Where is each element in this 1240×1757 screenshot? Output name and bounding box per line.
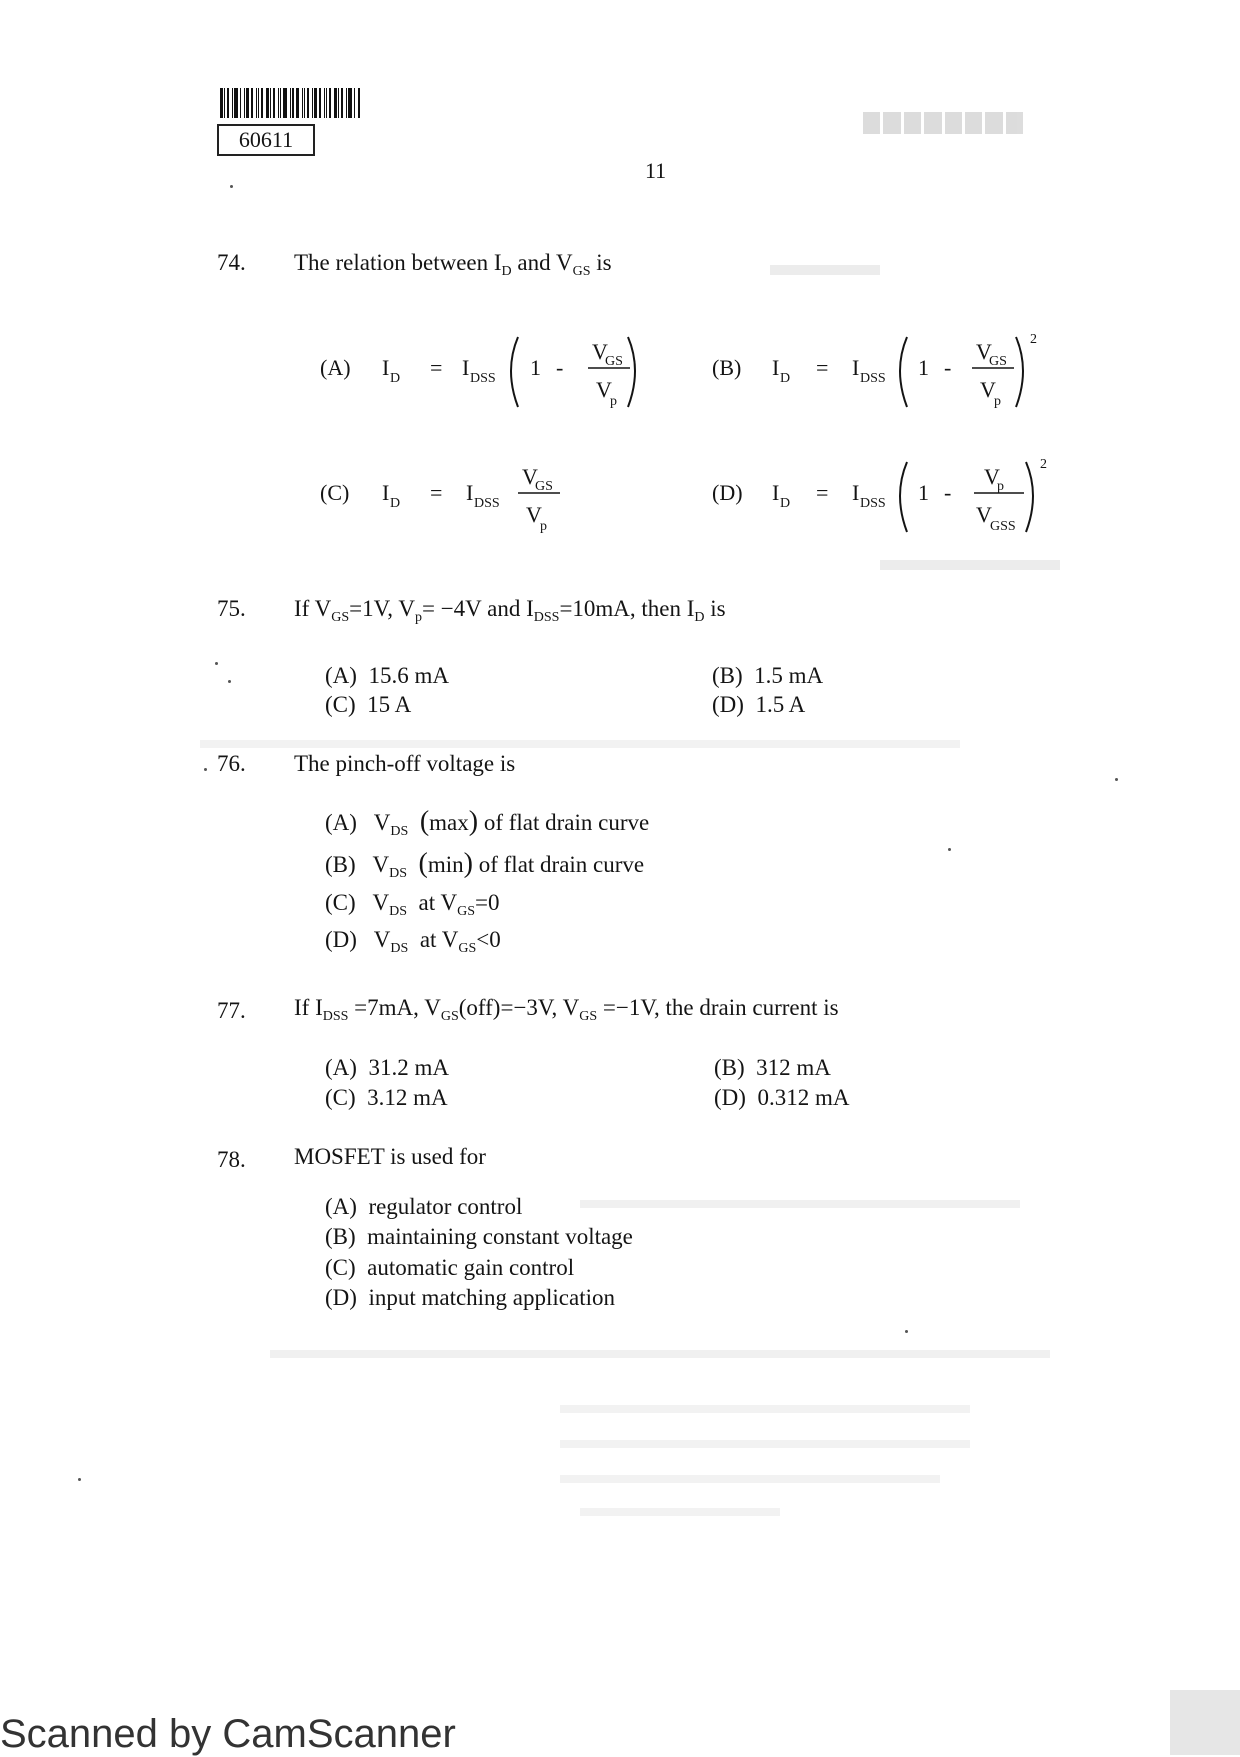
show-through-mark <box>560 1440 970 1448</box>
scan-speck <box>948 848 951 851</box>
svg-text:V: V <box>596 377 612 402</box>
question-75-option-a: (A) 15.6 mA <box>325 663 449 688</box>
svg-text:DSS: DSS <box>474 496 500 511</box>
svg-text:-: - <box>944 355 952 380</box>
question-74-option-a <box>320 325 640 425</box>
barcode-bar <box>346 88 347 118</box>
show-through-mark <box>880 560 1060 570</box>
svg-text:=: = <box>430 480 443 505</box>
question-76-option-c: (C) $V_{DS}$ at $V_{GS}=0$ <box>325 890 500 919</box>
svg-text:D: D <box>780 496 791 511</box>
svg-text:I: I <box>852 355 860 380</box>
barcode-bar <box>278 88 279 118</box>
svg-text:V: V <box>984 464 1000 489</box>
question-78-option-c: (C) automatic gain control <box>325 1255 575 1280</box>
scan-speck <box>78 1478 81 1481</box>
question-74-option-d <box>712 450 1052 550</box>
barcode-bar <box>292 88 294 118</box>
question-77-text: If $I_{DSS} =7mA$, $V_{GS}(off)=-3V$, $V_{GS} =-1V$, the drain current is <box>294 995 839 1024</box>
barcode-bar <box>232 88 233 118</box>
svg-text:I: I <box>772 355 780 380</box>
barcode-bar <box>266 88 269 118</box>
question-74-option-c <box>320 450 580 550</box>
svg-text:p: p <box>540 519 547 534</box>
barcode-bar <box>227 88 229 118</box>
barcode-bar <box>334 88 337 118</box>
barcode-bar <box>270 88 271 118</box>
svg-text:DSS: DSS <box>860 371 886 386</box>
question-74-text: The relation between $I_D$ and $V_{GS}$ is <box>294 250 612 279</box>
question-75-option-b: (B) 1.5 mA <box>712 663 824 688</box>
svg-text:V: V <box>976 339 992 364</box>
barcode <box>220 88 385 118</box>
svg-text:-: - <box>556 355 564 380</box>
svg-text:DSS: DSS <box>470 371 496 386</box>
barcode-bar <box>283 88 287 118</box>
barcode-bar <box>329 88 331 118</box>
barcode-bar <box>258 88 259 118</box>
question-78-option-a: (A) regulator control <box>325 1194 523 1219</box>
svg-text:I: I <box>462 355 470 380</box>
question-75-option-d: (D) 1.5 A <box>712 692 806 717</box>
show-through-mark <box>560 1405 970 1413</box>
barcode-bar <box>338 88 339 118</box>
svg-text:(C): (C) <box>320 480 350 505</box>
svg-text:V: V <box>526 502 542 527</box>
show-through-mark <box>770 265 880 275</box>
svg-text:p: p <box>994 394 1001 409</box>
svg-text:V: V <box>522 464 538 489</box>
barcode-bar <box>341 88 343 118</box>
question-77-option-d: (D) 0.312 mA <box>714 1085 850 1110</box>
show-through-mark <box>560 1475 940 1483</box>
barcode-bar <box>319 88 321 118</box>
barcode-bar <box>273 88 275 118</box>
scan-speck <box>228 680 231 683</box>
svg-text:DSS: DSS <box>860 496 886 511</box>
barcode-bar <box>324 88 325 118</box>
question-74-option-b <box>712 325 1042 425</box>
question-78-option-d: (D) input matching application <box>325 1285 615 1310</box>
svg-text:I: I <box>382 480 390 505</box>
svg-text:=: = <box>816 480 829 505</box>
svg-text:V: V <box>976 502 992 527</box>
svg-text:I: I <box>466 480 474 505</box>
paper-code: 60611 <box>217 124 315 156</box>
svg-text:I: I <box>772 480 780 505</box>
question-78-number: 78. <box>217 1147 246 1172</box>
barcode-bar <box>244 88 245 118</box>
question-76-option-d: (D) $V_{DS}$ at $V_{GS}<0$ <box>325 927 501 956</box>
barcode-bar <box>234 88 238 118</box>
svg-text:2: 2 <box>1040 457 1047 472</box>
svg-text:V: V <box>980 377 996 402</box>
svg-text:2: 2 <box>1030 332 1037 347</box>
svg-text:I: I <box>382 355 390 380</box>
svg-text:GS: GS <box>605 354 623 369</box>
question-75-number: 75. <box>217 596 246 621</box>
barcode-bar <box>354 88 355 118</box>
barcode-bar <box>240 88 241 118</box>
barcode-bar <box>251 88 253 118</box>
svg-text:1: 1 <box>530 355 541 380</box>
show-through-mark <box>200 740 960 748</box>
svg-text:1: 1 <box>918 480 929 505</box>
barcode-bar <box>220 88 223 118</box>
question-77-number: 77. <box>217 998 246 1023</box>
svg-text:I: I <box>852 480 860 505</box>
svg-text:D: D <box>390 371 401 386</box>
svg-text:(D): (D) <box>712 480 743 505</box>
barcode-bar <box>314 88 317 118</box>
barcode-bar <box>280 88 281 118</box>
barcode-bar <box>261 88 263 118</box>
barcode-bar <box>348 88 352 118</box>
scan-speck <box>230 185 233 188</box>
barcode-bar <box>304 88 305 118</box>
question-74-number: 74. <box>217 250 246 275</box>
svg-text:V: V <box>592 339 608 364</box>
question-76-option-b: (B) $V_{DS}$ (min) of flat drain curve <box>325 848 645 881</box>
svg-text:GS: GS <box>989 354 1007 369</box>
faded-stamp <box>863 112 1023 134</box>
scan-speck <box>905 1330 908 1333</box>
question-75-text: If $V_{GS}=1V$, $V_p= -4V$ and $I_{DSS}=10mA$, then $I_D$ is <box>294 596 726 625</box>
question-76-number: 76. <box>217 751 246 776</box>
svg-text:(B): (B) <box>712 355 742 380</box>
question-77-option-a: (A) 31.2 mA <box>325 1055 449 1080</box>
question-76-option-a: (A) $V_{DS}$ (max) of flat drain curve <box>325 806 650 839</box>
svg-text:p: p <box>610 394 617 409</box>
svg-text:D: D <box>780 371 791 386</box>
question-75-option-c: (C) 15 A <box>325 692 412 717</box>
barcode-bar <box>312 88 313 118</box>
svg-text:(A): (A) <box>320 355 351 380</box>
question-77-option-b: (B) 312 mA <box>714 1055 831 1080</box>
show-through-mark <box>580 1200 1020 1208</box>
svg-text:1: 1 <box>918 355 929 380</box>
barcode-bar <box>307 88 309 118</box>
show-through-mark <box>270 1350 1050 1358</box>
svg-text:D: D <box>390 496 401 511</box>
question-77-option-c: (C) 3.12 mA <box>325 1085 448 1110</box>
barcode-bar <box>296 88 299 118</box>
svg-text:=: = <box>430 355 443 380</box>
svg-text:GS: GS <box>535 479 553 494</box>
scan-corner-shadow <box>1170 1690 1240 1755</box>
svg-text:=: = <box>816 355 829 380</box>
scan-speck <box>215 662 218 665</box>
page-number: 11 <box>645 158 667 183</box>
barcode-bar <box>290 88 291 118</box>
question-76-text: The pinch-off voltage is <box>294 751 516 776</box>
show-through-mark <box>580 1508 780 1516</box>
question-78-option-b: (B) maintaining constant voltage <box>325 1224 633 1249</box>
scanner-watermark: Scanned by CamScanner <box>0 1712 456 1756</box>
barcode-bar <box>246 88 249 118</box>
scan-speck <box>204 768 207 771</box>
svg-text:-: - <box>944 480 952 505</box>
barcode-bar <box>326 88 327 118</box>
question-78-text: MOSFET is used for <box>294 1144 486 1169</box>
scan-speck <box>1115 778 1118 781</box>
barcode-bar <box>224 88 225 118</box>
svg-text:GSS: GSS <box>990 519 1016 534</box>
svg-text:p: p <box>997 479 1004 494</box>
barcode-bar <box>358 88 360 118</box>
barcode-bar <box>256 88 257 118</box>
barcode-bar <box>302 88 303 118</box>
